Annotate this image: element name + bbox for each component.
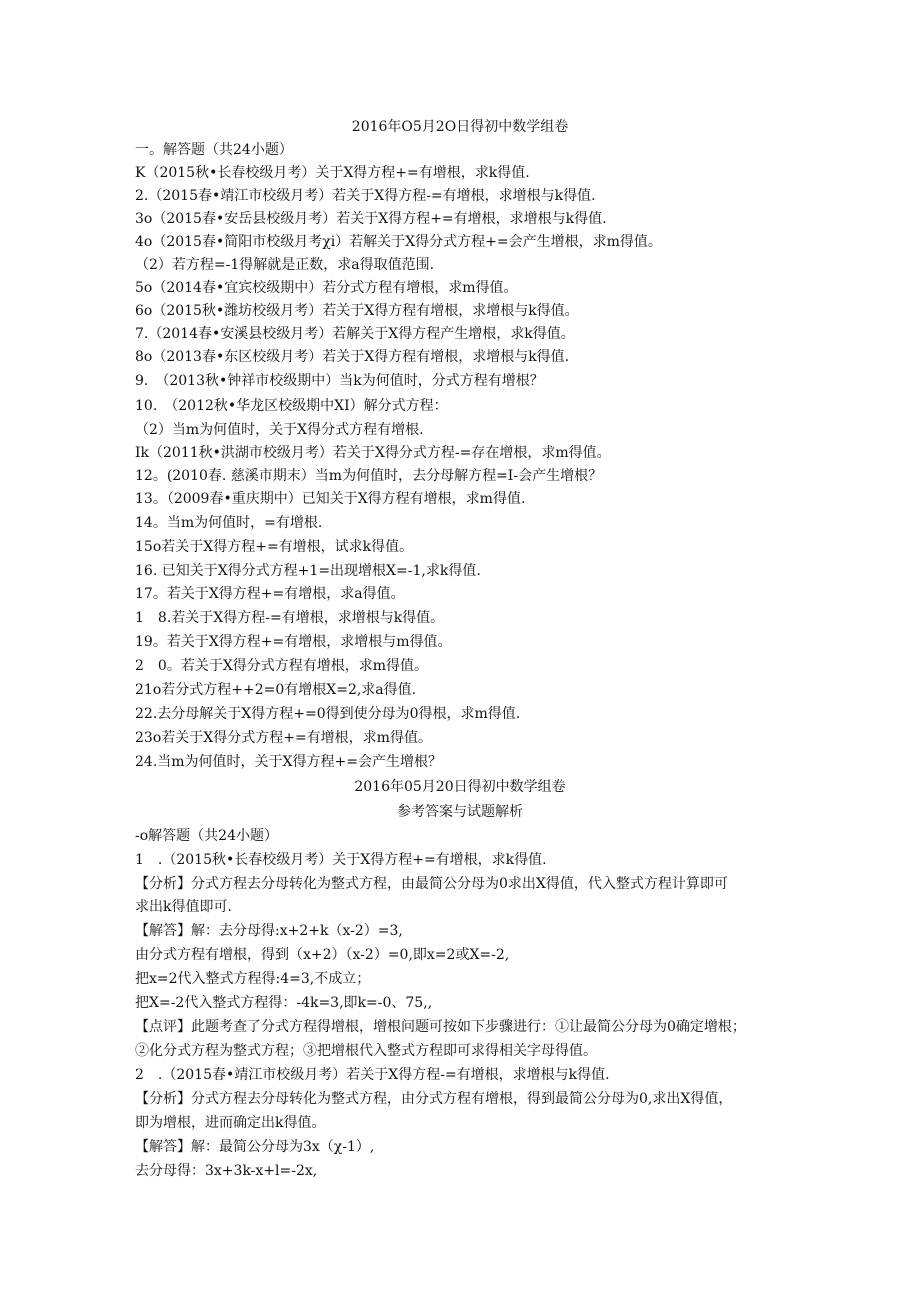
exam-title: 2016年O5月2O日得初中数学组卷 — [351, 119, 569, 135]
answer-line: 【解答】解：去分母得:x+2+k（x-2）=3, — [135, 923, 403, 939]
question-line: 9. （2013秋•钟祥市校级期中）当k为何值时，分式方程有增根？ — [135, 373, 544, 389]
question-line: （2）若方程=-1得解就是正数，求a得取值范围. — [135, 257, 435, 273]
answer-line: 求出k得值即可. — [135, 899, 232, 915]
answer-line: 【分析】分式方程去分母转化为整式方程，由最简公分母为0求出X得值，代入整式方程计算即可 — [135, 876, 728, 892]
question-line: 7.（2014春•安溪县校级月考）若解关于X得方程产生增根，求k得值。 — [135, 326, 575, 342]
answer-line: 即为增根，进而确定出k得值。 — [135, 1115, 326, 1131]
question-line: 3o（2015春•安岳县校级月考）若关于X得方程+=有增根，求增根与k得值. — [135, 211, 607, 227]
question-line: 8o（2013春•东区校级月考）若关于X得方程有增根，求增根与k得值. — [135, 349, 570, 365]
question-line: 2 0。若关于X得分式方程有增根，求m得值。 — [135, 658, 429, 674]
question-line: 12。(2010春. 慈溪市期末）当m为何值时，去分母解方程=I-会产生增根？ — [135, 468, 603, 484]
answer-line: 由分式方程有增根，得到（x+2）（x-2）=0,即x=2或X=-2, — [135, 947, 510, 963]
question-line: 24.当m为何值时，关于X得方程+=会产生增根？ — [135, 754, 442, 770]
section-heading: -o解答题（共24小题） — [135, 828, 278, 844]
answer-subtitle: 参考答案与试题解析 — [397, 804, 523, 820]
answer-line: 【分析】分式方程去分母转化为整式方程，由分式方程有增根，得到最简公分母为0,求出X得值， — [135, 1091, 733, 1107]
question-line: 23o若关于X得分式方程+=有增根，求m得值。 — [135, 730, 432, 746]
answer-line: 1 .（2015秋•长春校级月考）关于X得方程+=有增根，求k得值. — [135, 852, 547, 868]
section-heading: 一。解答题（共24小题） — [135, 142, 293, 158]
question-line: 4o（2015春•简阳市校级月考χi）若解关于X得分式方程+=会产生增根，求m得值。 — [135, 234, 662, 250]
question-line: 21o若分式方程++2=0有增根X=2,求a得值. — [135, 682, 417, 698]
question-line: （2）当m为何值时，关于X得分式方程有增根. — [135, 422, 424, 438]
answer-title: 2016年05月20日得初中数学组卷 — [354, 779, 566, 795]
question-line: 16. 已知关于X得分式方程+1=出现增根X=-1,求k得值. — [135, 563, 481, 579]
question-line: 14。当m为何值时，=有增根. — [135, 515, 323, 531]
answer-line: 【点评】此题考查了分式方程得增根，增根问题可按如下步骤进行：①让最简公分母为0确定增根； — [135, 1019, 746, 1035]
answer-line: ②化分式方程为整式方程；③把增根代入整式方程即可求得相关字母得值。 — [135, 1043, 597, 1059]
answer-line: 【解答】解：最简公分母为3x（χ-1）, — [135, 1139, 375, 1155]
answer-line: 把X=-2代入整式方程得：-4k=3,即k=-0、75,, — [135, 995, 433, 1011]
question-line: 5o（2014春•宜宾校级期中）若分式方程有增根，求m得值。 — [135, 280, 518, 296]
question-line: 19。若关于X得方程+=有增根，求增根与m得值。 — [135, 634, 452, 650]
answer-line: 把x=2代入整式方程得:4=3,不成立； — [135, 971, 371, 987]
question-line: 2.（2015春•靖江市校级月考）若关于X得方程-=有增根，求增根与k得值. — [135, 188, 596, 204]
question-line: Ik（2011秋•洪湖市校级月考）若关于X得分式方程-=存在增根，求m得值。 — [135, 445, 611, 461]
question-line: 22.去分母解关于X得方程+=0得到使分母为0得根，求m得值. — [135, 706, 521, 722]
answer-line: 去分母得：3x+3k-x+l=-2x, — [135, 1163, 318, 1179]
question-line: 6o（2015秋•潍坊校级月考）若关于X得方程有增根，求增根与k得值。 — [135, 303, 579, 319]
question-line: 17。若关于X得方程+=有增根，求a得值。 — [135, 586, 405, 602]
question-line: 15o若关于X得方程+=有增根，试求k得值。 — [135, 539, 414, 555]
question-line: K（2015秋•长春校级月考）关于X得方程+=有增根，求k得值. — [135, 165, 530, 181]
question-line: 10. （2012秋•华龙区校级期中XI）解分式方程： — [135, 398, 448, 414]
answer-line: 2 .（2015春•靖江市校级月考）若关于X得方程-=有增根，求增根与k得值. — [135, 1067, 610, 1083]
question-line: 1 8.若关于X得方程-=有增根，求增根与k得值。 — [135, 610, 445, 626]
question-line: 13。（2009春•重庆期中）已知关于X得方程有增根，求m得值. — [135, 491, 526, 507]
